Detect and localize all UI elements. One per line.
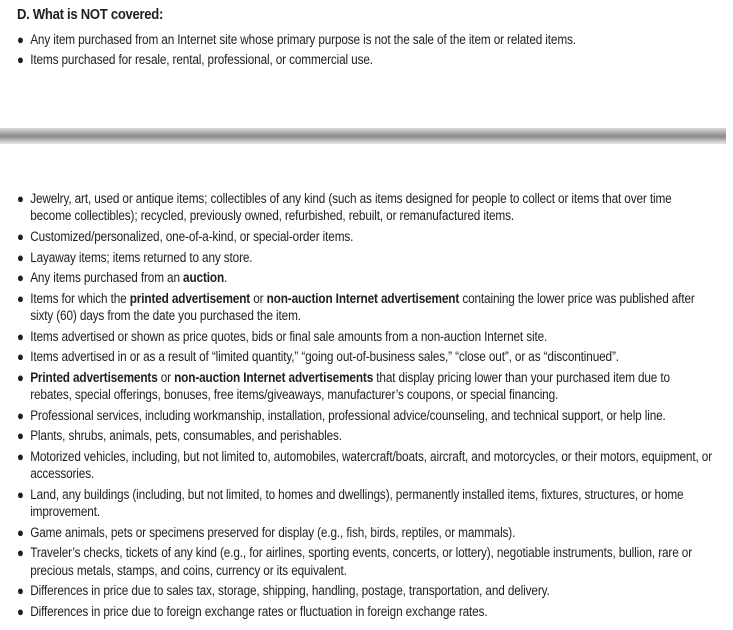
bold-term: Printed advertisements xyxy=(30,369,158,385)
text-segment: Land, any buildings (including, but not limited, to homes and dwellings), permanently installed items, fixtures, structures, or home improvement. xyxy=(30,486,684,520)
text-segment: . xyxy=(224,270,228,286)
list-item xyxy=(17,190,712,225)
list-item xyxy=(17,603,712,620)
list-item xyxy=(17,249,712,266)
list-item-text: Any item purchased from an Internet site whose primary purpose is not the sale of the item or related items. xyxy=(30,32,576,47)
list-item-text: Items purchased for resale, rental, professional, or commercial use. xyxy=(30,52,373,68)
bullet-icon: ● xyxy=(17,407,24,423)
text-segment: Items advertised or shown as price quotes, bids or final sale amounts from a non-auction Internet site. xyxy=(30,328,548,344)
bullet-icon: ● xyxy=(17,270,24,286)
text-segment: Items advertised in or as a result of “limited quantity,” “going out-of-business sales,” “close out”, or as “discontinued”. xyxy=(30,349,619,365)
list-item xyxy=(17,427,712,444)
text-segment: Professional services, including workmanship, installation, professional advice/counseling, and technical support, or help line. xyxy=(30,407,666,423)
bullet-icon: ● xyxy=(17,228,24,244)
list-item xyxy=(17,524,712,541)
list-item xyxy=(17,544,712,579)
text-segment: or xyxy=(250,290,267,306)
list-item xyxy=(17,228,712,245)
bullet-icon: ● xyxy=(17,524,24,540)
list-item-text xyxy=(30,449,712,481)
bullet-icon: ● xyxy=(17,32,24,47)
list-item xyxy=(17,486,712,521)
list-item-text xyxy=(30,545,692,577)
bold-term: auction xyxy=(183,270,225,286)
page-divider xyxy=(0,128,726,144)
list-item-text xyxy=(30,250,252,265)
list-item-text xyxy=(30,329,547,344)
list-item-text xyxy=(30,487,683,519)
bullet-icon: ● xyxy=(17,448,24,464)
list-item-text xyxy=(30,191,671,223)
list-item-text xyxy=(30,349,619,364)
bullet-icon: ● xyxy=(17,369,24,385)
list-item-text xyxy=(30,270,227,285)
text-segment: containing the lower price was published after sixty (60) days from the date you purchased the item. xyxy=(30,290,695,323)
exclusion-list xyxy=(17,190,712,623)
text-segment: Customized/personalized, one-of-a-kind, or special-order items. xyxy=(30,228,354,244)
text-segment: Motorized vehicles, including, but not limited to, automobiles, watercraft/boats, aircraft, and motorcycles, or their motors, equipment, or accessories. xyxy=(30,448,712,482)
list-item-text xyxy=(30,428,342,443)
text-segment: Differences in price due to sales tax, storage, shipping, handling, postage, transportation, and delivery. xyxy=(30,583,550,599)
text-segment: Traveler’s checks, tickets of any kind (e.g., for airlines, sporting events, concerts, or lottery), negotiable instruments, bullion, rare or precious metals, stamps, and coins, currency or its equivalent. xyxy=(30,545,692,578)
bullet-icon: ● xyxy=(17,52,24,68)
list-item xyxy=(17,348,712,365)
list-item-text xyxy=(30,229,353,244)
bold-term: non-auction Internet advertisements xyxy=(174,369,374,385)
list-item xyxy=(17,31,712,48)
text-segment: Any items purchased from an xyxy=(30,270,184,286)
list-item xyxy=(17,290,712,325)
list-item-text xyxy=(30,604,487,619)
bullet-icon: ● xyxy=(17,349,24,365)
section-heading: D. What is NOT covered: xyxy=(17,7,164,23)
bullet-icon: ● xyxy=(17,290,24,306)
text-segment: Layaway items; items returned to any store. xyxy=(30,249,253,265)
list-item xyxy=(17,328,712,345)
list-item xyxy=(17,51,712,68)
bullet-icon: ● xyxy=(17,545,24,561)
bullet-icon: ● xyxy=(17,583,24,599)
text-segment: Plants, shrubs, animals, pets, consumables, and perishables. xyxy=(30,428,342,444)
text-segment: Jewelry, art, used or antique items; collectibles of any kind (such as items designed for people to collect or items that over time become collectibles); recycled, previously owned, refurbished, rebuilt, or remanufactured items. xyxy=(30,191,672,224)
list-item-text xyxy=(30,370,670,402)
bullet-icon: ● xyxy=(17,328,24,344)
bullet-icon: ● xyxy=(17,249,24,265)
list-item-text xyxy=(30,291,694,323)
list-item xyxy=(17,369,712,404)
text-segment: Differences in price due to foreign exchange rates or fluctuation in foreign exchange rates. xyxy=(30,603,488,619)
text-segment: Items for which the xyxy=(30,290,130,306)
list-item-text xyxy=(30,583,549,598)
text-segment: Game animals, pets or specimens preserved for display (e.g., fish, birds, reptiles, or mammals). xyxy=(30,524,516,540)
text-segment: or xyxy=(157,369,175,385)
list-item xyxy=(17,448,712,483)
list-item xyxy=(17,582,712,599)
text-segment: that display pricing lower than your purchased item due to rebates, special offerings, bonuses, free items/giveaways, manufacturer’s coupons, or special financing. xyxy=(30,369,670,403)
list-item-text xyxy=(30,525,515,540)
bold-term: non-auction Internet advertisement xyxy=(266,290,460,306)
bullet-icon: ● xyxy=(17,486,24,502)
bold-term: printed advertisement xyxy=(129,290,251,306)
list-item xyxy=(17,269,712,286)
list-item-text xyxy=(30,408,666,423)
bullet-icon: ● xyxy=(17,603,24,619)
top-exclusion-list xyxy=(17,31,712,72)
bullet-icon: ● xyxy=(17,191,24,206)
bullet-icon: ● xyxy=(17,428,24,444)
list-item xyxy=(17,407,712,424)
